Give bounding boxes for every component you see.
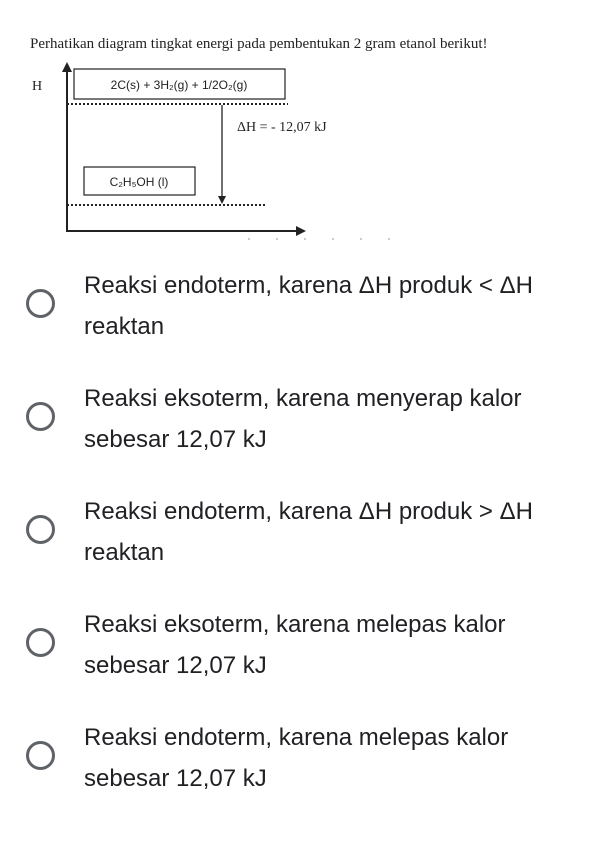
radio-button[interactable] xyxy=(26,515,55,544)
energy-level-diagram xyxy=(0,0,614,250)
answer-option[interactable] xyxy=(0,371,614,484)
radio-button[interactable] xyxy=(26,741,55,770)
question-text: Perhatikan diagram tingkat energi pada pembentukan 2 gram etanol berikut! xyxy=(30,36,488,52)
option-label[interactable]: Reaksi eksoterm, karena menyerap kalor sebesar 12,07 kJ xyxy=(84,385,522,453)
radio-button[interactable] xyxy=(26,402,55,431)
delta-h-label: ΔH = - 12,07 kJ xyxy=(237,120,327,135)
answer-option[interactable] xyxy=(0,710,614,823)
answer-options xyxy=(0,258,614,823)
answer-option[interactable] xyxy=(0,258,614,371)
option-label[interactable]: Reaksi eksoterm, karena melepas kalor sebesar 12,07 kJ xyxy=(84,611,506,679)
option-label[interactable]: Reaksi endoterm, karena ΔH produk < ΔH reaktan xyxy=(84,272,533,340)
reaction-axis-arrowhead xyxy=(296,226,306,236)
radio-button[interactable] xyxy=(26,289,55,318)
enthalpy-axis-arrowhead xyxy=(62,62,72,72)
reactant-formula: 2C(s) + 3H₂(g) + 1/2O₂(g) xyxy=(110,78,248,92)
answer-option[interactable] xyxy=(0,484,614,597)
option-label[interactable]: Reaksi endoterm, karena ΔH produk > ΔH reaktan xyxy=(84,498,533,566)
axis-label-h: H xyxy=(32,79,43,94)
radio-button[interactable] xyxy=(26,628,55,657)
product-formula: C₂H₅OH (l) xyxy=(109,175,169,189)
answer-option[interactable] xyxy=(0,597,614,710)
delta-h-arrowhead xyxy=(218,196,226,204)
option-label[interactable]: Reaksi endoterm, karena melepas kalor sebesar 12,07 kJ xyxy=(84,724,509,792)
